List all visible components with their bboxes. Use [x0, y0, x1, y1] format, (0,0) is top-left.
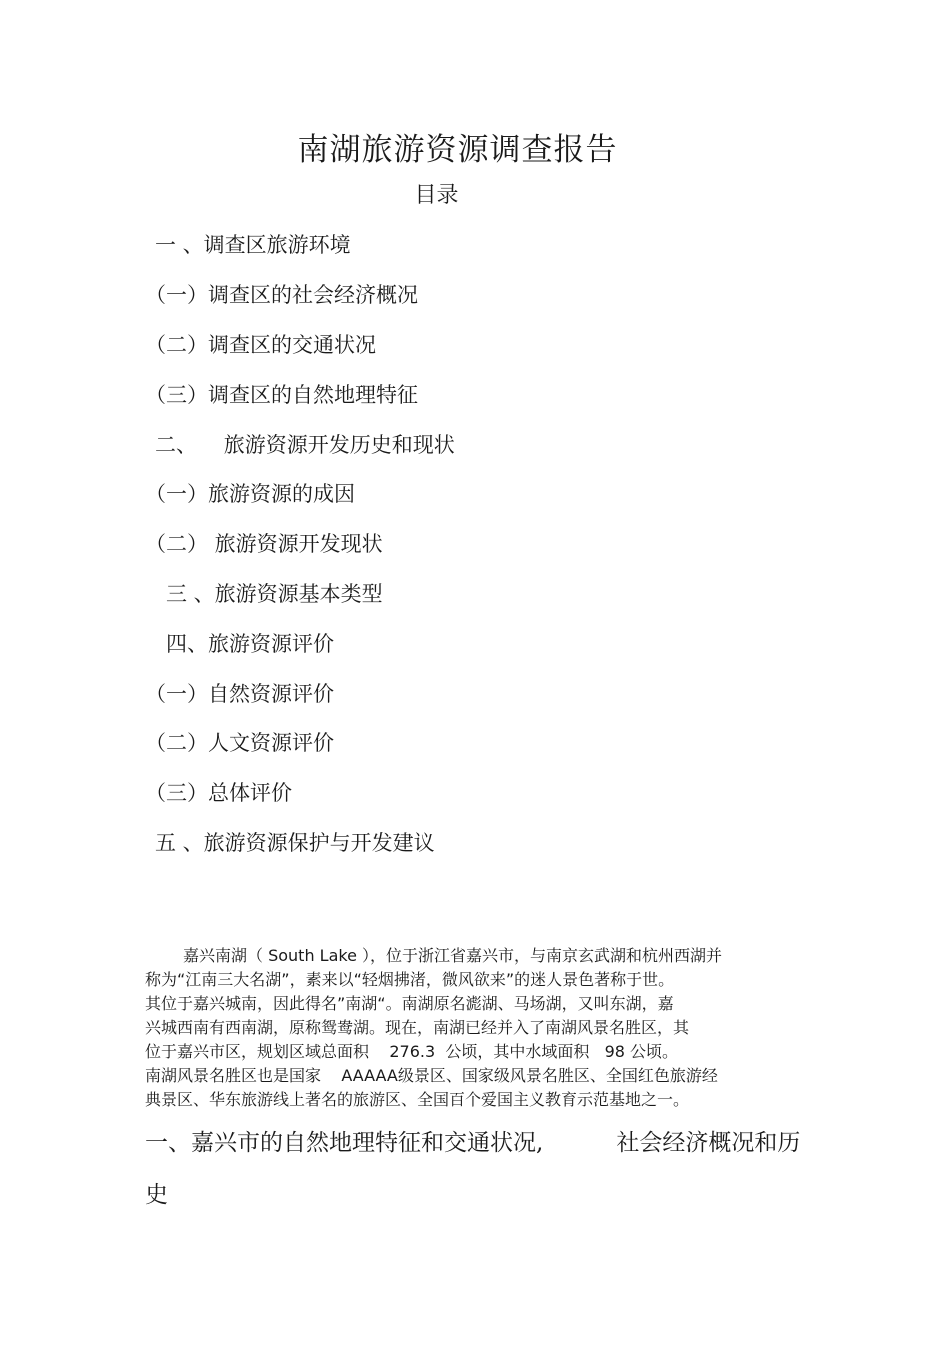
toc-item: （二）人文资源评价	[145, 731, 334, 755]
toc-item: （一）旅游资源的成因	[145, 482, 355, 506]
toc-item: （三）调查区的自然地理特征	[145, 383, 418, 407]
toc-item: （一）自然资源评价	[145, 682, 334, 706]
section-heading: 一、嘉兴市的自然地理特征和交通状况, 社会经济概况和历	[145, 1130, 801, 1156]
toc-item: （二） 旅游资源开发现状	[145, 532, 383, 556]
section-heading-continued: 史	[145, 1182, 168, 1208]
intro-line: 兴城西南有西南湖，原称鸳鸯湖。现在，南湖已经并入了南湖风景名胜区，其	[145, 1018, 690, 1037]
intro-line: 称为“江南三大名湖”，素来以“轻烟拂渚，微风欲来”的迷人景色著称于世。	[145, 970, 675, 989]
toc-item: （二）调查区的交通状况	[145, 333, 376, 357]
intro-line: 嘉兴南湖（ South Lake ），位于浙江省嘉兴市，与南京玄武湖和杭州西湖并	[183, 946, 723, 965]
toc-heading: 目录	[414, 183, 459, 208]
intro-line: 位于嘉兴市区，规划区域总面积 276.3 公顷，其中水域面积 98 公顷。	[145, 1042, 679, 1061]
document-title: 南湖旅游资源调查报告	[297, 132, 618, 168]
toc-item: 二、 旅游资源开发历史和现状	[155, 433, 455, 457]
toc-item: （三）总体评价	[145, 781, 292, 805]
toc-item: 一 、调查区旅游环境	[155, 233, 351, 257]
intro-line: 南湖风景名胜区也是国家 AAAAA级景区、国家级风景名胜区、全国红色旅游经	[145, 1066, 718, 1085]
toc-item: 三 、旅游资源基本类型	[166, 582, 383, 606]
toc-item: 五 、旅游资源保护与开发建议	[155, 831, 435, 855]
intro-line: 其位于嘉兴城南，因此得名”南湖“。南湖原名滮湖、马场湖，又叫东湖，嘉	[145, 994, 674, 1013]
toc-item: （一）调查区的社会经济概况	[145, 283, 418, 307]
intro-line: 典景区、华东旅游线上著名的旅游区、全国百个爱国主义教育示范基地之一。	[145, 1090, 690, 1109]
toc-item: 四、旅游资源评价	[166, 632, 334, 656]
intro-paragraph	[145, 944, 795, 1112]
